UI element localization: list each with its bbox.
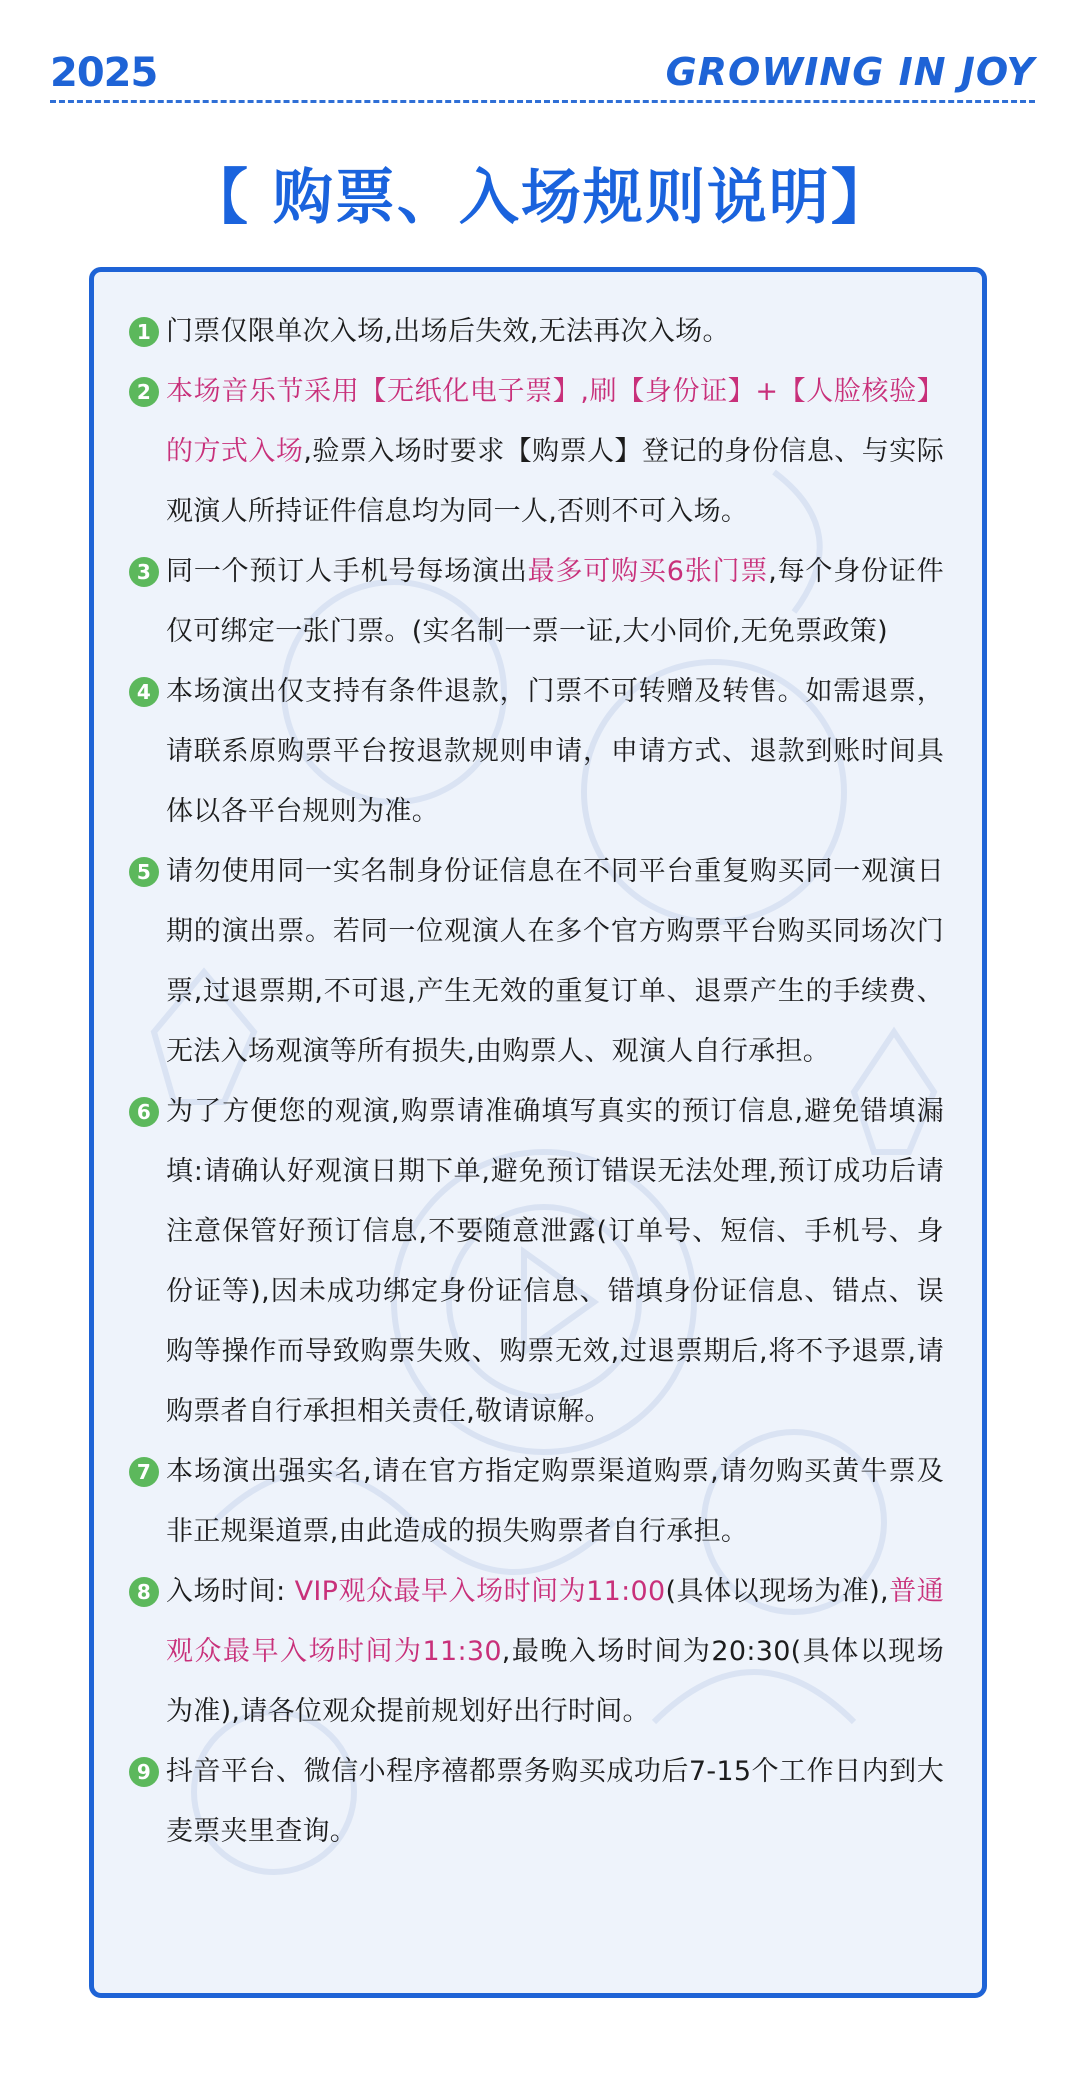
rule-item-7: [129, 1442, 944, 1562]
rule-text: 为了方便您的观演,购票请准确填写真实的预订信息,避免错填漏填:请确认好观演日期下单,避免预订错误无法处理,预订成功后请注意保管好预订信息,不要随意泄露(订单号、短信、手机号、身份证等),因未成功绑定身份证信息、错填身份证信息、错点、误购等操作而导致购票失败、购票无效,过退票期后,将不予退票,请购票者自行承担相关责任,敬请谅解。: [166, 1096, 944, 1427]
rule-text: 入场时间:: [166, 1576, 295, 1607]
rule-text: ,每个身份证件仅可绑定一张门票。(实名制一票一证,大小同价,无免票政策): [166, 556, 944, 647]
number-badge: 9: [129, 1757, 159, 1787]
rule-text: (具体以现场为准),: [665, 1576, 889, 1607]
number-badge: 2: [129, 377, 159, 407]
number-badge: 7: [129, 1457, 159, 1487]
rule-text: ,最晚入场时间为20:30(具体以现场为准),请各位观众提前规划好出行时间。: [166, 1636, 944, 1727]
highlight-text: VIP观众最早入场时间为11:00: [294, 1576, 666, 1607]
rule-text: 本场演出仅支持有条件退款，门票不可转赠及转售。如需退票，请联系原购票平台按退款规则申请，申请方式、退款到账时间具体以各平台规则为准。: [166, 676, 944, 827]
number-badge: 3: [129, 557, 159, 587]
top-banner: [50, 48, 1035, 103]
number-badge: 6: [129, 1097, 159, 1127]
number-badge: 5: [129, 857, 159, 887]
rule-text: 抖音平台、微信小程序禧都票务购买成功后7-15个工作日内到大麦票夹里查询。: [166, 1756, 944, 1847]
number-badge: 8: [129, 1577, 159, 1607]
page-title: 【 购票、入场规则说明】: [188, 163, 893, 233]
rule-item-1: [129, 302, 944, 362]
rule-item-3: [129, 542, 944, 662]
rules-list: [129, 302, 944, 1862]
rule-item-6: [129, 1082, 944, 1442]
rule-text: 门票仅限单次入场,出场后失效,无法再次入场。: [166, 316, 730, 347]
highlight-text: 最多可购买6张门票: [527, 556, 769, 587]
rule-item-2: [129, 362, 944, 542]
rule-item-9: [129, 1742, 944, 1862]
rule-text: 请勿使用同一实名制身份证信息在不同平台重复购买同一观演日期的演出票。若同一位观演人在多个官方购票平台购买同场次门票,过退票期,不可退,产生无效的重复订单、退票产生的手续费、无法入场观演等所有损失,由购票人、观演人自行承担。: [166, 856, 944, 1067]
rule-text: ,验票入场时要求【购票人】登记的身份信息、与实际观演人所持证件信息均为同一人,否则不可入场。: [166, 436, 945, 527]
rule-text: 同一个预订人手机号每场演出: [166, 556, 528, 587]
highlight-text: 普通观众最早入场时间为11:30: [166, 1576, 944, 1667]
rule-item-8: [129, 1562, 944, 1742]
rule-item-4: [129, 662, 944, 842]
highlight-text: 本场音乐节采用【无纸化电子票】,刷【身份证】+【人脸核验】的方式入场: [166, 376, 944, 467]
rule-item-5: [129, 842, 944, 1082]
year-label: 2025: [50, 50, 158, 96]
number-badge: 1: [129, 317, 159, 347]
rule-text: 本场演出强实名,请在官方指定购票渠道购票,请勿购买黄牛票及非正规渠道票,由此造成的损失购票者自行承担。: [166, 1456, 944, 1547]
number-badge: 4: [129, 677, 159, 707]
slogan-label: GROWING IN JOY: [665, 50, 1035, 94]
rules-panel: [89, 267, 987, 1998]
